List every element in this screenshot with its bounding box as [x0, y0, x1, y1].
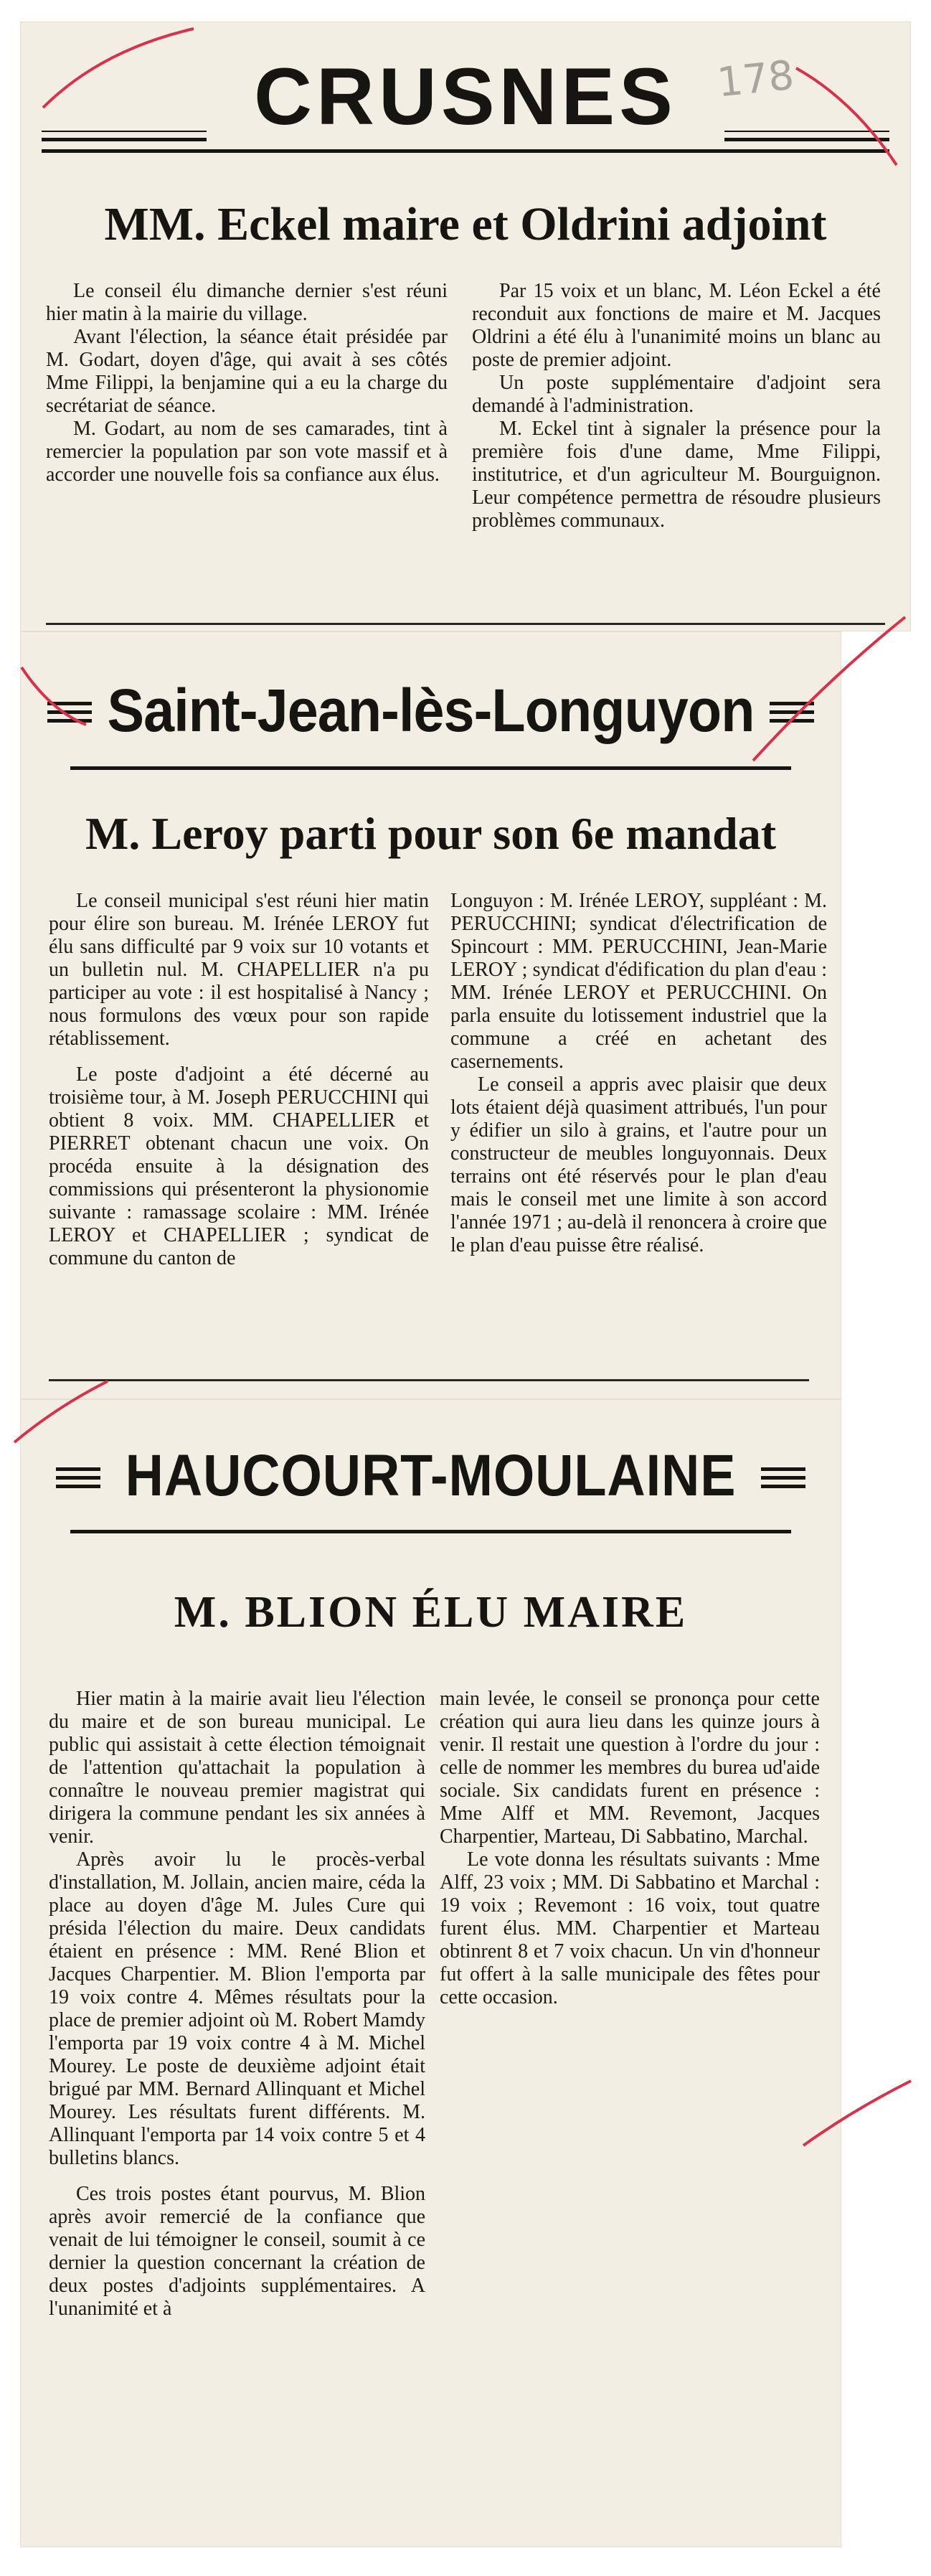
red-mark: [14, 1381, 108, 1442]
paragraph: Avant l'élection, la séance était présidée par M. Godart, doyen d'âge, qui avait à ses côtés Mme Filippi, la benjamine qui a eu la charge du secrétariat de séance.: [46, 326, 448, 417]
red-mark: [43, 29, 194, 108]
paragraph: Hier matin à la mairie avait lieu l'élection du maire et de son bureau municipal. Le public qui assistait à cette élection témoignait de l'attention qu'attachait la population à connaître le nouveau premier magistrat qui dirigera la commune pendant les six années à venir.: [49, 1688, 425, 1848]
town-name: CRUSNES: [254, 52, 677, 141]
paragraph: Le conseil municipal s'est réuni hier matin pour élire son bureau. M. Irénée LEROY fut élu sans difficulté par 9 voix sur 10 votants et un bulletin nul. M. CHAPELLIER n'a pu participer au vote : il est hospitalisé à Nancy ; nous formulons des vœux pour son rapide rétablissement.: [49, 890, 429, 1050]
paragraph: Le conseil a appris avec plaisir que deux lots étaient déjà quasiment attribués, l'un pour y édifier un silo à grains, et l'autre pour un constructeur de meubles longuyonnais. Deux terrains ont été réservés pour le plan d'eau mais le conseil met une limite à son accord l'année 1971 ; au-delà il renoncera à croire que le plan d'eau puisse être réalisé.: [450, 1073, 827, 1256]
town-name: HAUCOURT-MOULAINE: [125, 1443, 737, 1508]
town-name: Saint-Jean-lès-Longuyon: [107, 677, 755, 744]
paragraph: Ces trois postes étant pourvus, M. Blion après avoir remercié de la confiance que venait de lui témoigner le conseil, soumit à ce dernier la question concernant la création de deux postes d'adjoints supplémentaires. A l'unanimité et à: [49, 2183, 425, 2320]
paragraph: M. Godart, au nom de ses camarades, tint à remercier la population par son vote massif et à accorder une nouvelle fois sa confiance aux élus.: [46, 418, 448, 486]
page-number-note: 178: [714, 52, 796, 107]
paragraph: Par 15 voix et un blanc, M. Léon Eckel a été reconduit aux fonctions de maire et M. Jacques Oldrini a été élu à l'unanimité moins un blanc au poste de premier adjoint.: [472, 280, 881, 371]
paragraph: Le vote donna les résultats suivants : Mme Alff, 23 voix ; MM. Di Sabbatino et Marchal : 19 voix ; Revemont : 16 voix, tout quatre furent élus. MM. Charpentier et Marteau obtinrent 8 et 7 voix chacun. Un vin d'honneur fut offert à la salle municipale des fêtes pour cette occasion.: [440, 1848, 820, 2008]
paragraph: Longuyon : M. Irénée LEROY, suppléant : M. PERUCCHINI; syndicat d'électrification de Spincourt : MM. PERUCCHINI, Jean-Marie LEROY ; syndicat d'édification du plan d'eau : MM. Irénée LEROY et PERUCCHINI. On parla ensuite du lotissement industriel que la commune a créé en achetant des casernements.: [450, 890, 827, 1073]
article-headline: MM. Eckel maire et Oldrini adjoint: [104, 198, 827, 250]
paragraph: main levée, le conseil se prononça pour cette création qui aura lieu dans les quinze jours à venir. Il restait une question à l'ordre du jour : celle de nommer les membres du burea ud'aide sociale. Six candidats furent en présence : Mme Alff et MM. Revemont, Jacques Charpentier, Marteau, Di Sabbatino, Marchal.: [440, 1688, 820, 1848]
red-mark: [803, 2081, 911, 2145]
paragraph: Un poste supplémentaire d'adjoint sera demandé à l'administration.: [472, 372, 881, 417]
paragraph: Après avoir lu le procès-verbal d'installation, M. Jollain, ancien maire, céda la place au doyen d'âge M. Jules Cure qui présida l'élection du maire. Deux candidats étaient en présence : MM. René Blion et Jacques Charpentier. M. Blion l'emporta par 19 voix contre 4. Mêmes résultats pour la place de premier adjoint où M. Robert Mamdy l'emporta par 19 voix contre 4 à M. Michel Mourey. Le poste de deuxième adjoint était brigué par MM. Bernard Allinquant et Michel Mourey. Les résultats furent différents. M. Allinquant l'emporta par 14 voix contre 5 et 4 bulletins blancs.: [49, 1848, 425, 2169]
paragraph: Le poste d'adjoint a été décerné au troisième tour, à M. Joseph PERUCCHINI qui obtient 8 voix. MM. CHAPELLIER et PIERRET obtenant chacun une voix. On procéda ensuite à la désignation des commissions qui présenteront la physionomie suivante : ramassage scolaire : MM. Irénée LEROY et CHAPELLIER ; syndicat de commune du canton de: [49, 1063, 429, 1269]
red-mark: [796, 68, 897, 165]
paragraph: Le conseil élu dimanche dernier s'est réuni hier matin à la mairie du village.: [46, 280, 448, 325]
article-headline: M. BLION ÉLU MAIRE: [174, 1588, 688, 1637]
red-mark: [753, 617, 905, 761]
article-headline: M. Leroy parti pour son 6e mandat: [85, 808, 776, 859]
paragraph: M. Eckel tint à signaler la présence pour la première fois d'une dame, Mme Filippi, institutrice, et d'un agriculteur M. Bourguignon. Leur compétence permettra de résoudre plusieurs problèmes communaux.: [472, 418, 881, 532]
red-mark: [22, 667, 86, 725]
